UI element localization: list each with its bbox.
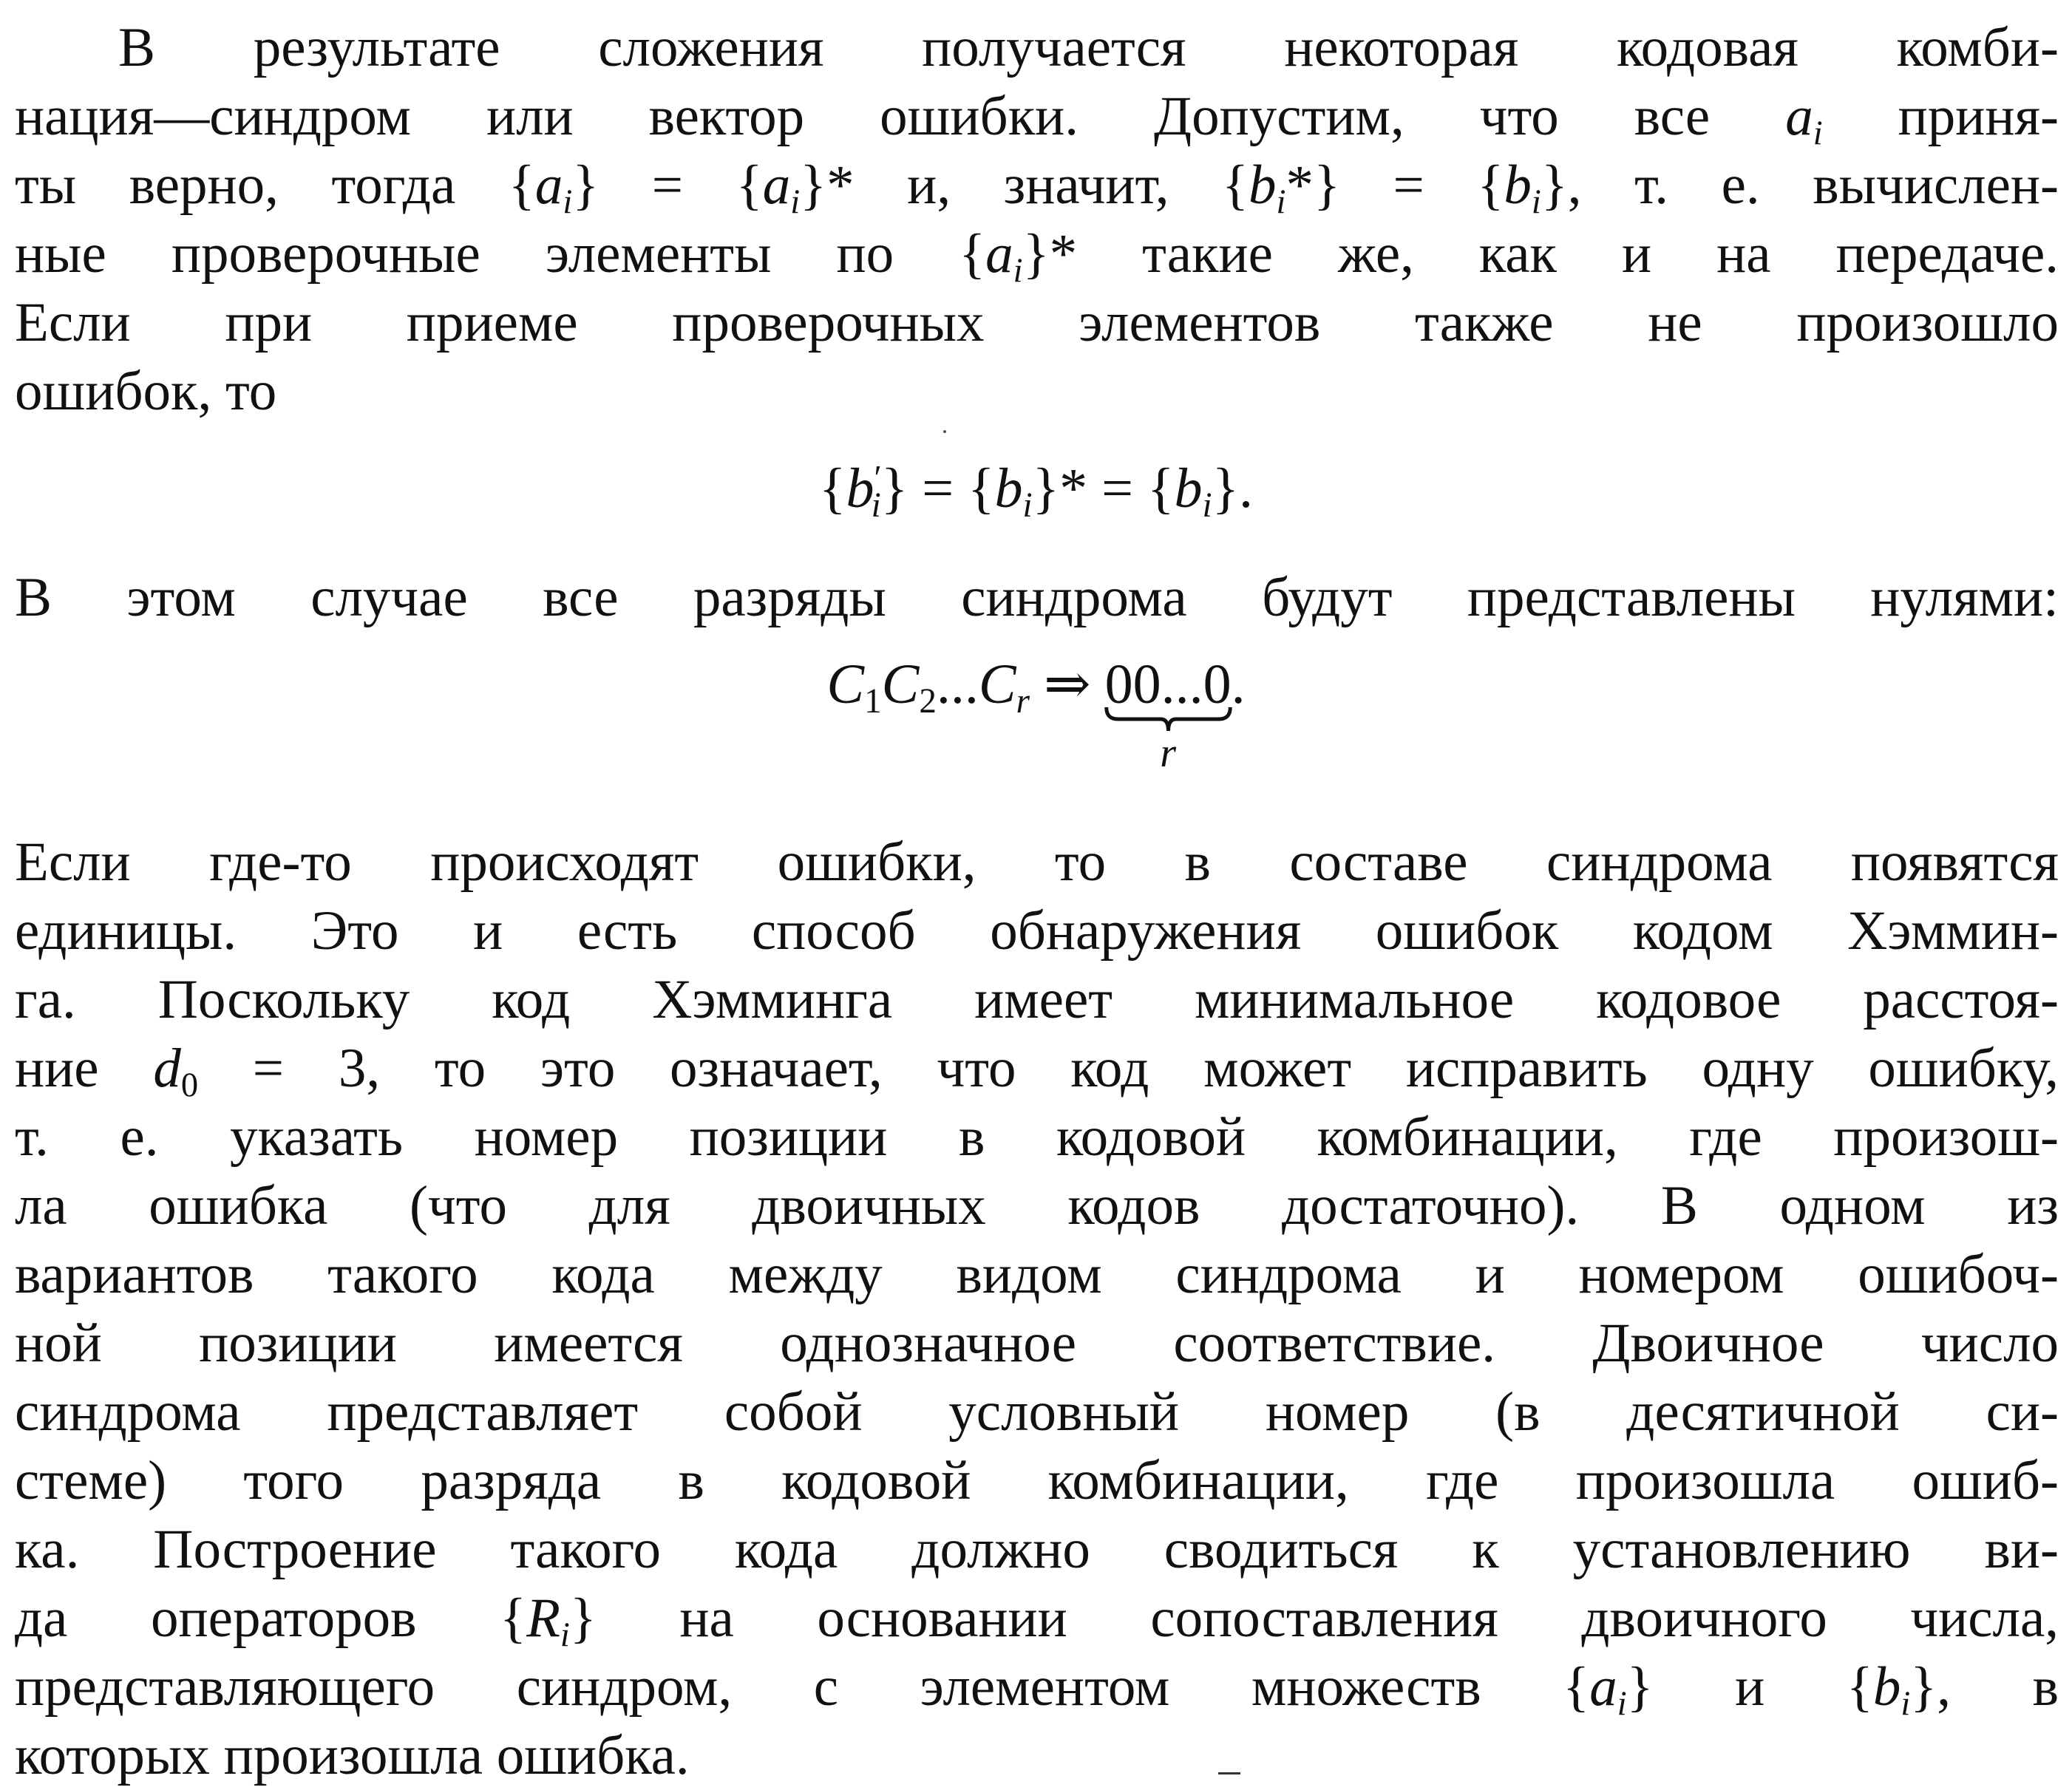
text-line: вариантов такого кода между видом синдрома и номером ошибоч- (15, 1244, 2059, 1305)
paragraph-2 (15, 563, 2059, 632)
text-line: Если при приеме проверочных элементов также не произошло (15, 292, 2059, 353)
text-line: представляющего синдром, с элементом множеств $\{a_i\}$ и $\{b_i\}$, в (15, 1656, 2059, 1723)
text-line: ошибок, то (15, 361, 277, 422)
text-line: нация—синдром или вектор ошибки. Допустим, что все $a_i$ приня- (15, 86, 2059, 153)
text-line: ты верно, тогда $\{a_i\} = \{a_i\}*$ и, значит, $\{b_i*\} = \{b_i\}$, т. е. вычислен- (15, 154, 2059, 222)
text-line: ные проверочные элементы по $\{a_i\}*$ такие же, как и на передаче. (15, 223, 2059, 290)
text-line: га. Поскольку код Хэмминга имеет минимальное кодовое расстоя- (15, 969, 2059, 1030)
text-line: ние $d_0 = 3$, то это означает, что код может исправить одну ошибку, (15, 1038, 2059, 1105)
text-line: которых произошла ошибка. (15, 1725, 690, 1786)
print-speck (943, 430, 946, 433)
text-line: ной позиции имеется однозначное соответствие. Двоичное число (15, 1313, 2059, 1374)
text-line: ка. Построение такого кода должно сводиться к установлению ви- (15, 1519, 2059, 1580)
text-line: В этом случае все разряды синдрома будут представлены нулями: (15, 567, 2059, 628)
text-line: т. е. указать номер позиции в кодовой комбинации, где произош- (15, 1106, 2059, 1168)
underbrace-label: r (1160, 730, 1177, 776)
text-line: стеме) того разряда в кодовой комбинации, где произошла ошиб- (15, 1450, 2059, 1511)
text-line: единицы. Это и есть способ обнаружения ошибок кодом Хэммин- (15, 900, 2059, 962)
paragraph-1 (15, 13, 2059, 426)
text-line: да операторов $\{R_i\}$ на основании сопоставления двоичного числа, (15, 1587, 2059, 1655)
equation-1: $\{b'_i\} = \{b_i\}* = \{b_i\}$. (818, 457, 1254, 525)
text-line: В результате сложения получается некоторая кодовая комби- (118, 17, 2059, 78)
text-line: синдрома представляет собой условный номер (в десятичной си- (15, 1381, 2059, 1443)
text-line: ла ошибка (что для двоичных кодов достаточно). В одном из (15, 1175, 2059, 1236)
paragraph-3 (15, 828, 2059, 1790)
text-line: Если где-то происходят ошибки, то в составе синдрома появятся (15, 831, 2059, 893)
equation-2: $C_1C_2...C_r$ ⇒ 00...0 r . (826, 653, 1246, 776)
underbrace (1105, 704, 1232, 734)
print-mark (1218, 1772, 1240, 1774)
underbrace-group: 00...0 r (1104, 653, 1232, 776)
